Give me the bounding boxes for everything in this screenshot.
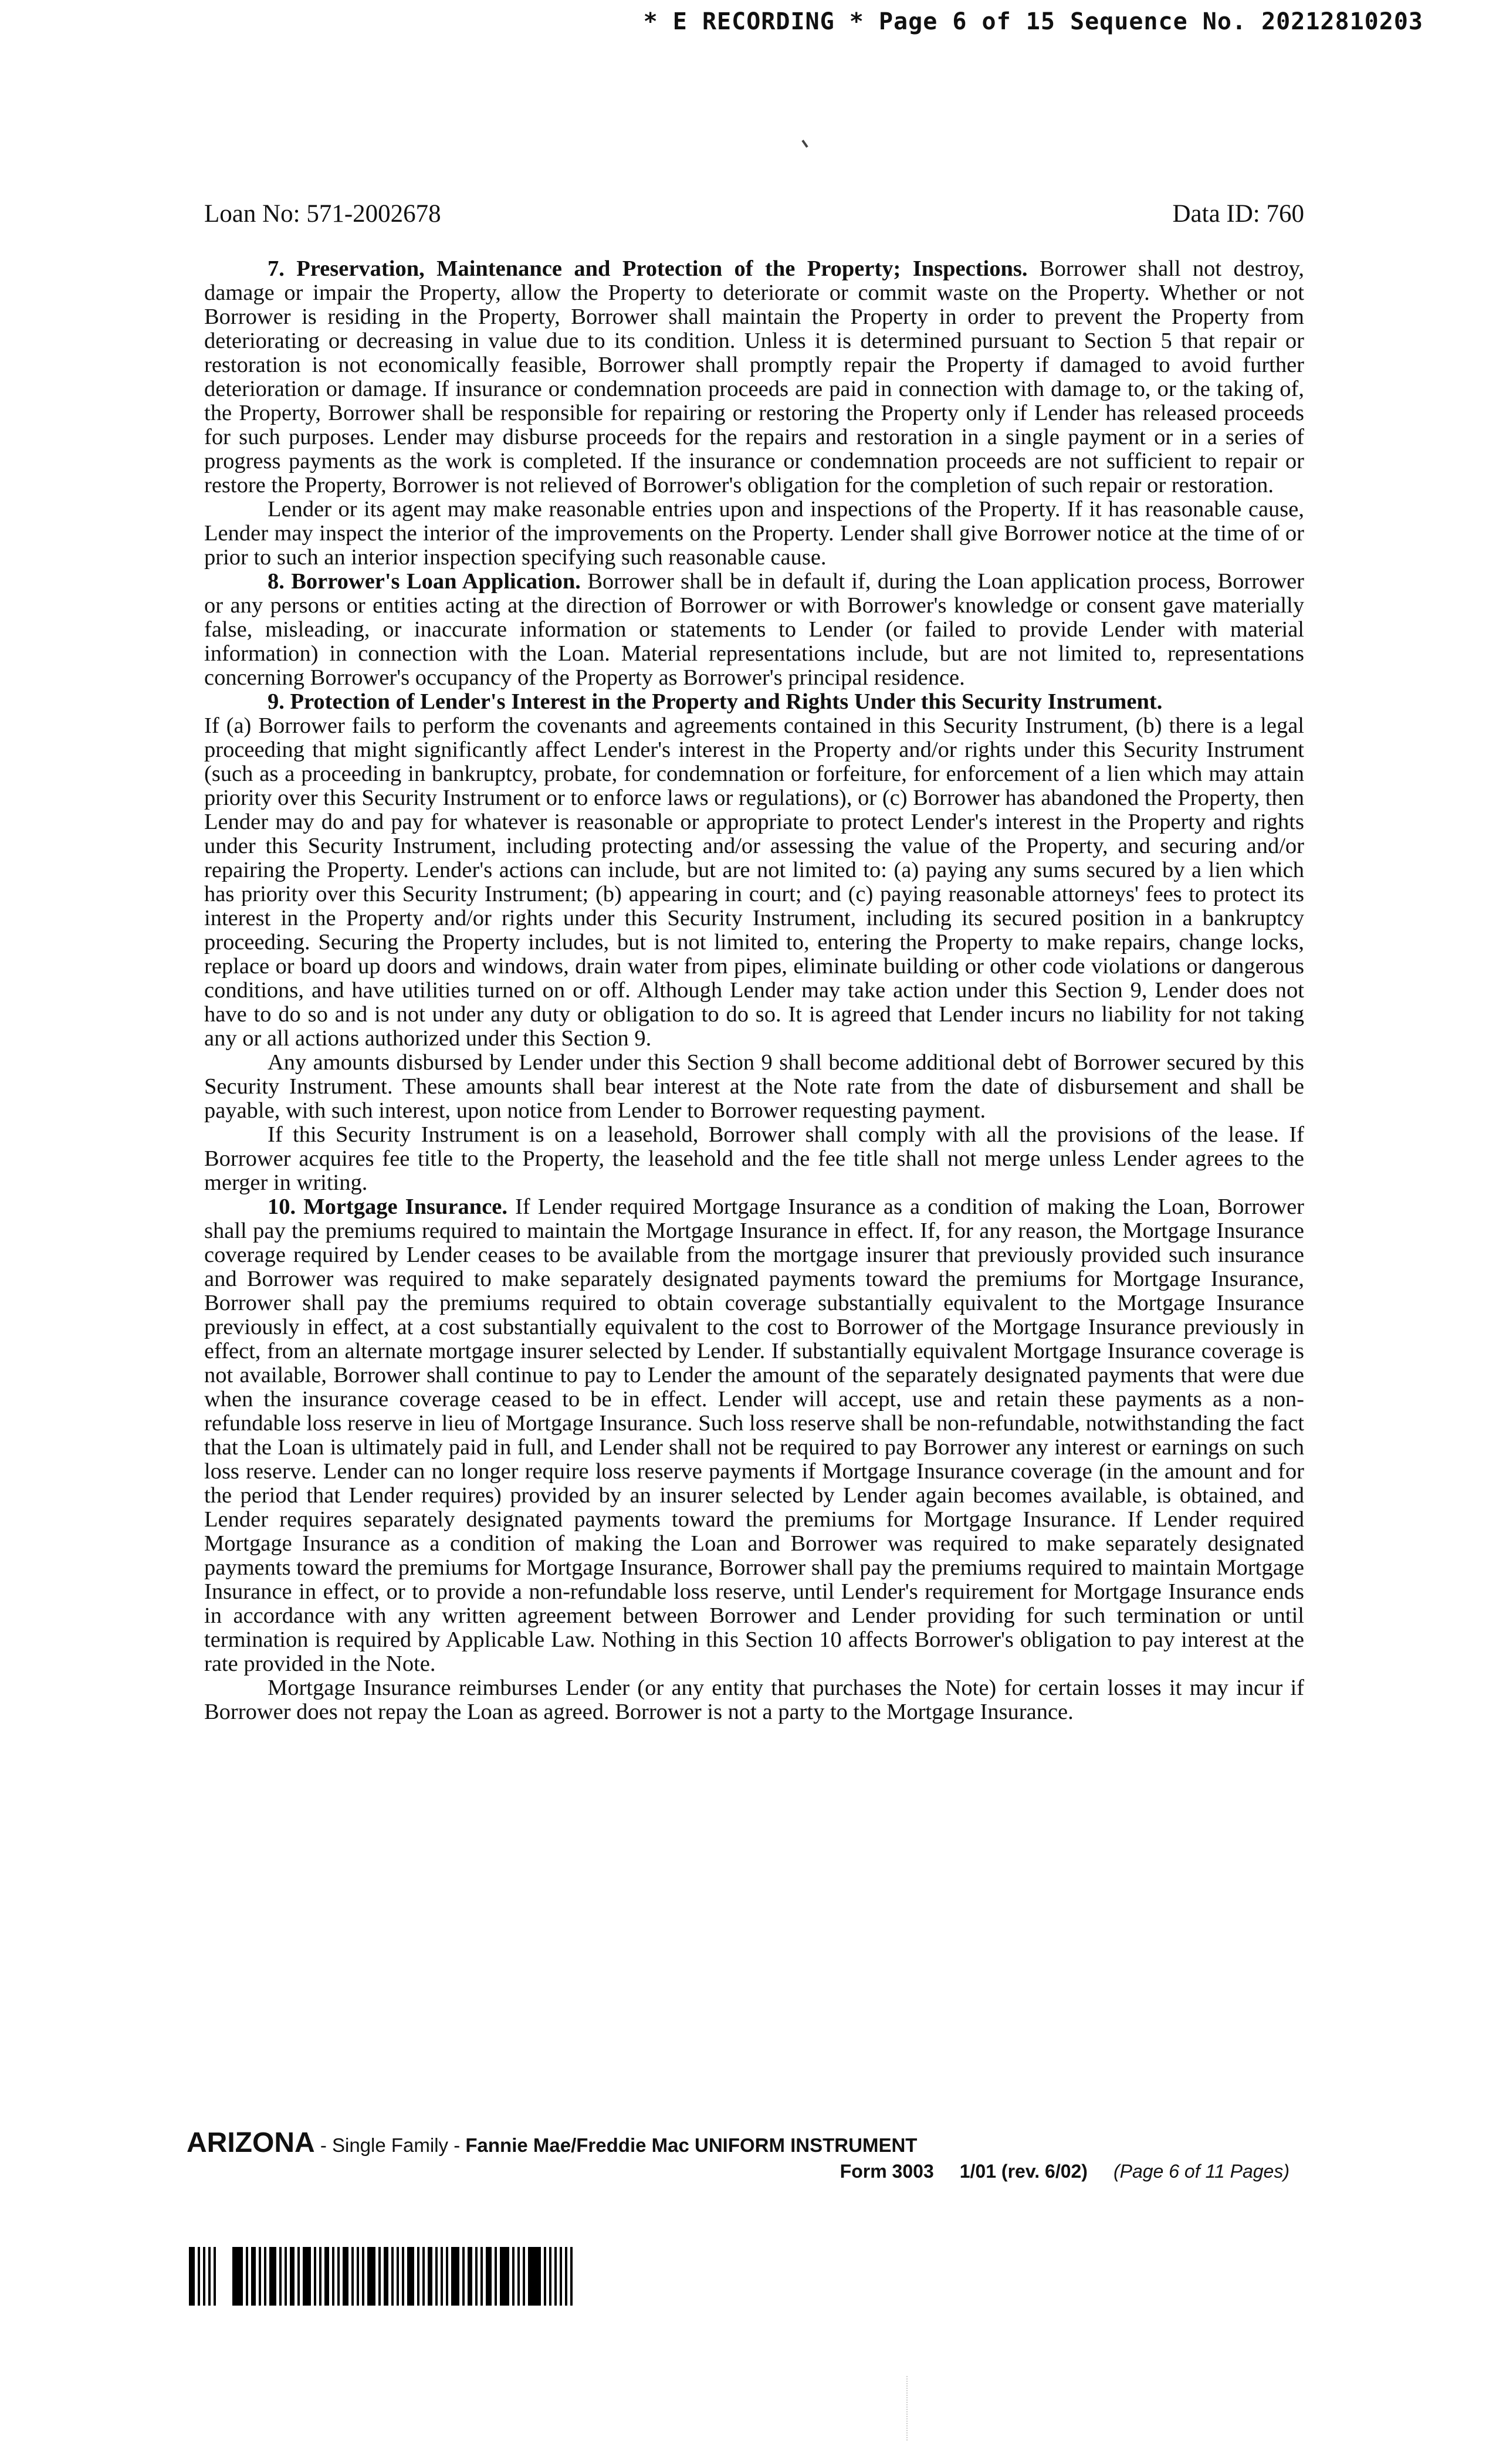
document-barcode [189,2247,576,2306]
barcode-bar [468,2247,472,2306]
barcode-bar [384,2247,388,2306]
section-9-title: 9. Protection of Lender's Interest in the Property and Rights Under this Security Instrument. [268,689,1163,714]
section-10-paragraph-2: Mortgage Insurance reimburses Lender (or any entity that purchases the Note) for certain losses it may incur if Borrower does not repay the Loan as agreed. Borrower is not a party to the Mortgage Insurance. [204,1676,1304,1724]
footer-instrument: Fannie Mae/Freddie Mac UNIFORM INSTRUMENT [465,2134,918,2156]
barcode-bar [357,2247,359,2306]
footer-separator-2: - [448,2134,466,2156]
barcode-bar [517,2247,520,2306]
data-id: Data ID: 760 [1172,200,1304,228]
barcode-bar [480,2247,483,2306]
barcode-bar [351,2247,354,2306]
barcode-bar [208,2247,211,2306]
loan-number: Loan No: 571-2002678 [204,200,441,228]
barcode-bar [570,2247,573,2306]
barcode-bar [367,2247,375,2306]
document-page [204,199,1304,1724]
barcode-bar [319,2247,321,2306]
barcode-bar [246,2247,248,2306]
barcode-bar [362,2247,364,2306]
barcode-bar [343,2247,348,2306]
barcode-bar [549,2247,551,2306]
barcode-bar [523,2247,525,2306]
barcode-bar [332,2247,334,2306]
barcode-bar [203,2247,205,2306]
barcode-bar [500,2247,509,2306]
section-10-paragraph-1 [204,1195,1304,1676]
barcode-bar [486,2247,492,2306]
footer-single-family: Single Family [331,2134,449,2156]
footer-page-count: (Page 6 of 11 Pages) [1113,2161,1289,2182]
barcode-bar [285,2247,287,2306]
barcode-bar [314,2247,316,2306]
barcode-bar [528,2247,541,2306]
section-8-paragraph [204,570,1304,690]
section-9-paragraph-1: If (a) Borrower fails to perform the covenants and agreements contained in this Security Instrument, (b) there is a legal proceeding that might significantly affect Lender's interest in the Property and/or rights under this Security Instrument (such as a proceeding in bankruptcy, probate, for condemnation or forfeiture, for enforcement of a lien which may attain priority over this Security Instrument or to enforce laws or regulations), or (c) Borrower has abandoned the Property, then Lender may do and pay for whatever is reasonable or appropriate to protect Lender's interest in the Property and rights under this Security Instrument, including protecting and/or assessing the value of the Property, and securing and/or repairing the Property. Lender's actions can include, but are not limited to: (a) paying any sums secured by a lien which has priority over this Security Instrument; (b) appearing in court; and (c) paying reasonable attorneys' fees to protect its interest in the Property and/or rights under this Security Instrument, including its secured position in a bankruptcy proceeding. Securing the Property includes, but is not limited to, entering the Property to make repairs, change locks, replace or board up doors and windows, drain water from pipes, eliminate building or other code violations or dangerous conditions, and have utilities turned on or off. Although Lender may take action under this Section 9, Lender does not have to do so and is not under any duty or obligation to do so. It is agreed that Lender incurs no liability for not taking any or all actions authorized under this Section 9. [204,713,1304,1051]
barcode-bar [232,2247,243,2306]
barcode-bar [259,2247,261,2306]
barcode-bar [279,2247,282,2306]
barcode-bar [462,2247,465,2306]
barcode-bar [189,2247,195,2306]
barcode-bar [378,2247,381,2306]
barcode-bar [451,2247,459,2306]
barcode-bar [422,2247,425,2306]
section-7-title: 7. Preservation, Maintenance and Protection of the Property; Inspections. [268,256,1028,281]
barcode-bar [337,2247,340,2306]
section-8-text: Borrower shall be in default if, during the Loan application process, Borrower or any persons or entities acting at the direction of Borrower or with Borrower's knowledge or consent gave materially false, misleading, or inaccurate information or statements to Lender (or failed to provide Lender with material information) in connection with the Loan. Material representations include, but are not limited to, representations concerning Borrower's occupancy of the Property as Borrower's principal residence. [204,569,1304,690]
barcode-bar [219,2247,229,2306]
form-footer [187,2127,1289,2182]
section-10-text-1: If Lender required Mortgage Insurance as a condition of making the Loan, Borrower shall pay the premiums required to maintain the Mortgage Insurance in effect. If, for any reason, the Mortgage Insurance coverage required by Lender ceases to be available from the mortgage insurer that previously provided such insurance and Borrower was required to make separately designated payments toward the premiums for Mortgage Insurance, Borrower shall pay the premiums required to obtain coverage substantially equivalent to the Mortgage Insurance previously in effect, at a cost substantially equivalent to the cost to Borrower of the Mortgage Insurance previously in effect, from an alternate mortgage insurer selected by Lender. If substantially equivalent Mortgage Insurance coverage is not available, Borrower shall continue to pay to Lender the amount of the separately designated payments that were due when the insurance coverage ceased to be in effect. Lender will accept, use and retain these payments as a non-refundable loss reserve in lieu of Mortgage Insurance. Such loss reserve shall be non-refundable, notwithstanding the fact that the Loan is ultimately paid in full, and Lender shall not be required to pay Borrower any interest or earnings on such loss reserve. Lender can no longer require loss reserve payments if Mortgage Insurance coverage (in the amount and for the period that Lender requires) provided by an insurer selected by Lender again becomes available, is obtained, and Lender requires separately designated payments toward the premiums for Mortgage Insurance. If Lender required Mortgage Insurance as a condition of making the Loan and Borrower was required to make separately designated payments toward the premiums for Mortgage Insurance, Borrower shall pay the premiums required to maintain Mortgage Insurance in effect, or to provide a non-refundable loss reserve, until Lender's requirement for Mortgage Insurance ends in accordance with any written agreement between Borrower and Lender providing for such termination or until termination is required by Applicable Law. Nothing in this Section 10 affects Borrower's obligation to pay interest at the rate provided in the Note. [204,1194,1304,1676]
scan-artifact-line [906,2376,909,2441]
barcode-bar [324,2247,329,2306]
barcode-bar [475,2247,478,2306]
section-8-title: 8. Borrower's Loan Application. [268,569,581,594]
barcode-bar [303,2247,311,2306]
footer-form-line [840,2161,1289,2182]
recording-stamp: * E RECORDING * Page 6 of 15 Sequence No. 20212810203 [643,8,1423,35]
barcode-bar [264,2247,266,2306]
barcode-bar [402,2247,404,2306]
barcode-bar [565,2247,567,2306]
section-10-title: 10. Mortgage Insurance. [268,1194,508,1219]
stray-mark [801,140,808,148]
footer-form-number: Form 3003 [840,2161,934,2182]
loan-header-row [204,199,1304,229]
barcode-bar [560,2247,562,2306]
barcode-bar [214,2247,216,2306]
barcode-bar [554,2247,557,2306]
barcode-bar [417,2247,419,2306]
barcode-bar [512,2247,515,2306]
section-7-paragraph-2: Lender or its agent may make reasonable entries upon and inspections of the Property. If it has reasonable cause, Lender may inspect the interior of the improvements on the Property. Lender shall give Borrower notice at the time of or prior to such an interior inspection specifying such reasonable cause. [204,497,1304,570]
barcode-bar [441,2247,443,2306]
section-9-paragraph-3: If this Security Instrument is on a leasehold, Borrower shall comply with all the provisions of the lease. If Borrower acquires fee title to the Property, the leasehold and the fee title shall not merge unless Lender agrees to the merger in writing. [204,1122,1304,1195]
section-7-text-1: Borrower shall not destroy, damage or impair the Property, allow the Property to deteriorate or commit waste on the Property. Whether or not Borrower is residing in the Property, Borrower shall maintain the Property in order to prevent the Property from deteriorating or decreasing in value due to its condition. Unless it is determined pursuant to Section 5 that repair or restoration is not economically feasible, Borrower shall promptly repair the Property if damaged to avoid further deterioration or damage. If insurance or condemnation proceeds are paid in connection with damage to, or the taking of, the Property, Borrower shall be responsible for repairing or restoring the Property only if Lender has released proceeds for such purposes. Lender may disburse proceeds for the repairs and restoration in a single payment or in a series of progress payments as the work is completed. If the insurance or condemnation proceeds are not sufficient to repair or restore the Property, Borrower is not relieved of Borrower's obligation for the completion of such repair or restoration. [204,256,1304,497]
barcode-bar [495,2247,497,2306]
section-9-heading [204,690,1304,714]
barcode-bar [544,2247,546,2306]
barcode-bar [198,2247,200,2306]
barcode-bar [428,2247,432,2306]
barcode-bar [297,2247,300,2306]
footer-separator-1: - [314,2134,332,2156]
section-9-paragraph-2: Any amounts disbursed by Lender under this Section 9 shall become additional debt of Borrower secured by this Security Instrument. These amounts shall bear interest at the Note rate from the date of disbursement and shall be payable, with such interest, upon notice from Lender to Borrower requesting payment. [204,1050,1304,1123]
footer-state: ARIZONA [187,2127,315,2158]
barcode-bar [391,2247,394,2306]
barcode-bar [269,2247,276,2306]
barcode-bar [290,2247,295,2306]
section-7-paragraph-1 [204,257,1304,497]
barcode-bar [446,2247,448,2306]
footer-instrument-line [187,2127,1289,2159]
footer-revision: 1/01 (rev. 6/02) [959,2161,1088,2182]
barcode-bar [435,2247,438,2306]
barcode-bar [251,2247,256,2306]
barcode-bar [407,2247,414,2306]
barcode-bar [397,2247,399,2306]
